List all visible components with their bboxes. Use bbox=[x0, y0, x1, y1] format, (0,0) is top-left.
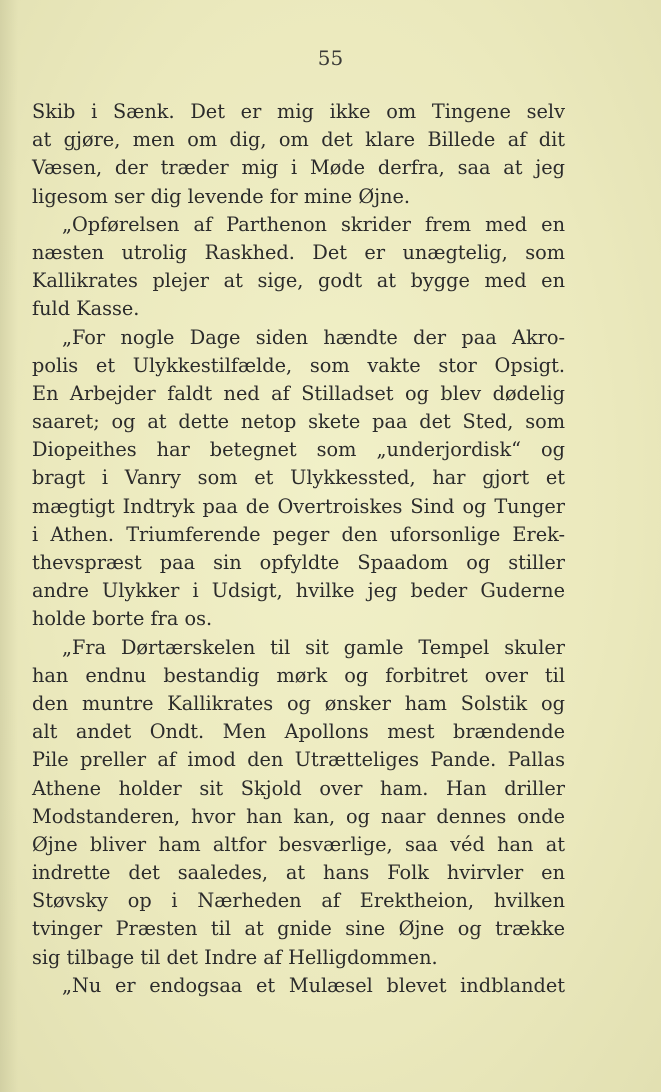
body-text bbox=[32, 98, 565, 1000]
text-line: at gjøre, men om dig, om det klare Billede af dit bbox=[32, 128, 565, 152]
text-line: Pile preller af imod den Utrætteliges Pande. Pallas bbox=[32, 748, 565, 772]
text-line: Skib i Sænk. Det er mig ikke om Tingene selv bbox=[32, 100, 565, 123]
text-line: andre Ulykker i Udsigt, hvilke jeg beder Guderne bbox=[32, 579, 565, 603]
text-line: „Nu er endogsaa et Mulæsel blevet indblandet bbox=[62, 973, 565, 997]
text-line: mægtigt Indtryk paa de Overtroiskes Sind og Tunger bbox=[32, 494, 565, 518]
text-line: Kallikrates plejer at sige, godt at bygge med en bbox=[32, 269, 565, 293]
text-line: holde borte fra os. bbox=[32, 607, 213, 631]
page-number: 55 bbox=[317, 46, 344, 70]
text-line: bragt i Vanry som et Ulykkessted, har gjort et bbox=[32, 466, 565, 490]
text-line: saaret; og at dette netop skete paa det Sted, som bbox=[32, 410, 565, 434]
text-line: indrette det saaledes, at hans Folk hvirvler en bbox=[32, 861, 565, 885]
text-line: „For nogle Dage siden hændte der paa Akro- bbox=[62, 325, 565, 349]
text-line: „Fra Dørtærskelen til sit gamle Tempel skuler bbox=[62, 635, 565, 659]
text-line: fuld Kasse. bbox=[32, 297, 140, 321]
text-line: næsten utrolig Raskhed. Det er unægtelig, som bbox=[32, 240, 565, 264]
text-line: alt andet Ondt. Men Apollons mest brændende bbox=[32, 720, 565, 744]
text-line: han endnu bestandig mørk og forbitret over til bbox=[32, 663, 565, 687]
text-line: polis et Ulykkestilfælde, som vakte stor Opsigt. bbox=[32, 353, 565, 377]
text-line: den muntre Kallikrates og ønsker ham Solstik og bbox=[32, 691, 565, 715]
text-line: Væsen, der træder mig i Møde derfra, saa at jeg bbox=[32, 156, 565, 180]
text-line: ligesom ser dig levende for mine Øjne. bbox=[32, 184, 411, 208]
text-line: Athene holder sit Skjold over ham. Han driller bbox=[32, 776, 565, 800]
text-line: thevspræst paa sin opfyldte Spaadom og stiller bbox=[32, 551, 565, 574]
text-line: tvinger Præsten til at gnide sine Øjne og trække bbox=[32, 917, 565, 941]
text-line: Støvsky op i Nærheden af Erektheion, hvilken bbox=[32, 889, 565, 913]
text-line: Diopeithes har betegnet som „underjordisk“ og bbox=[32, 438, 565, 462]
text-line: Øjne bliver ham altfor besværlige, saa véd han at bbox=[32, 832, 565, 856]
text-line: sig tilbage til det Indre af Helligdommen. bbox=[32, 945, 438, 969]
text-line: i Athen. Triumferende peger den uforsonlige Erek- bbox=[32, 522, 565, 546]
text-line: Modstanderen, hvor han kan, og naar dennes onde bbox=[32, 804, 565, 828]
text-line: „Opførelsen af Parthenon skrider frem med en bbox=[62, 212, 565, 236]
text-line: En Arbejder faldt ned af Stilladset og blev dødelig bbox=[32, 381, 565, 405]
